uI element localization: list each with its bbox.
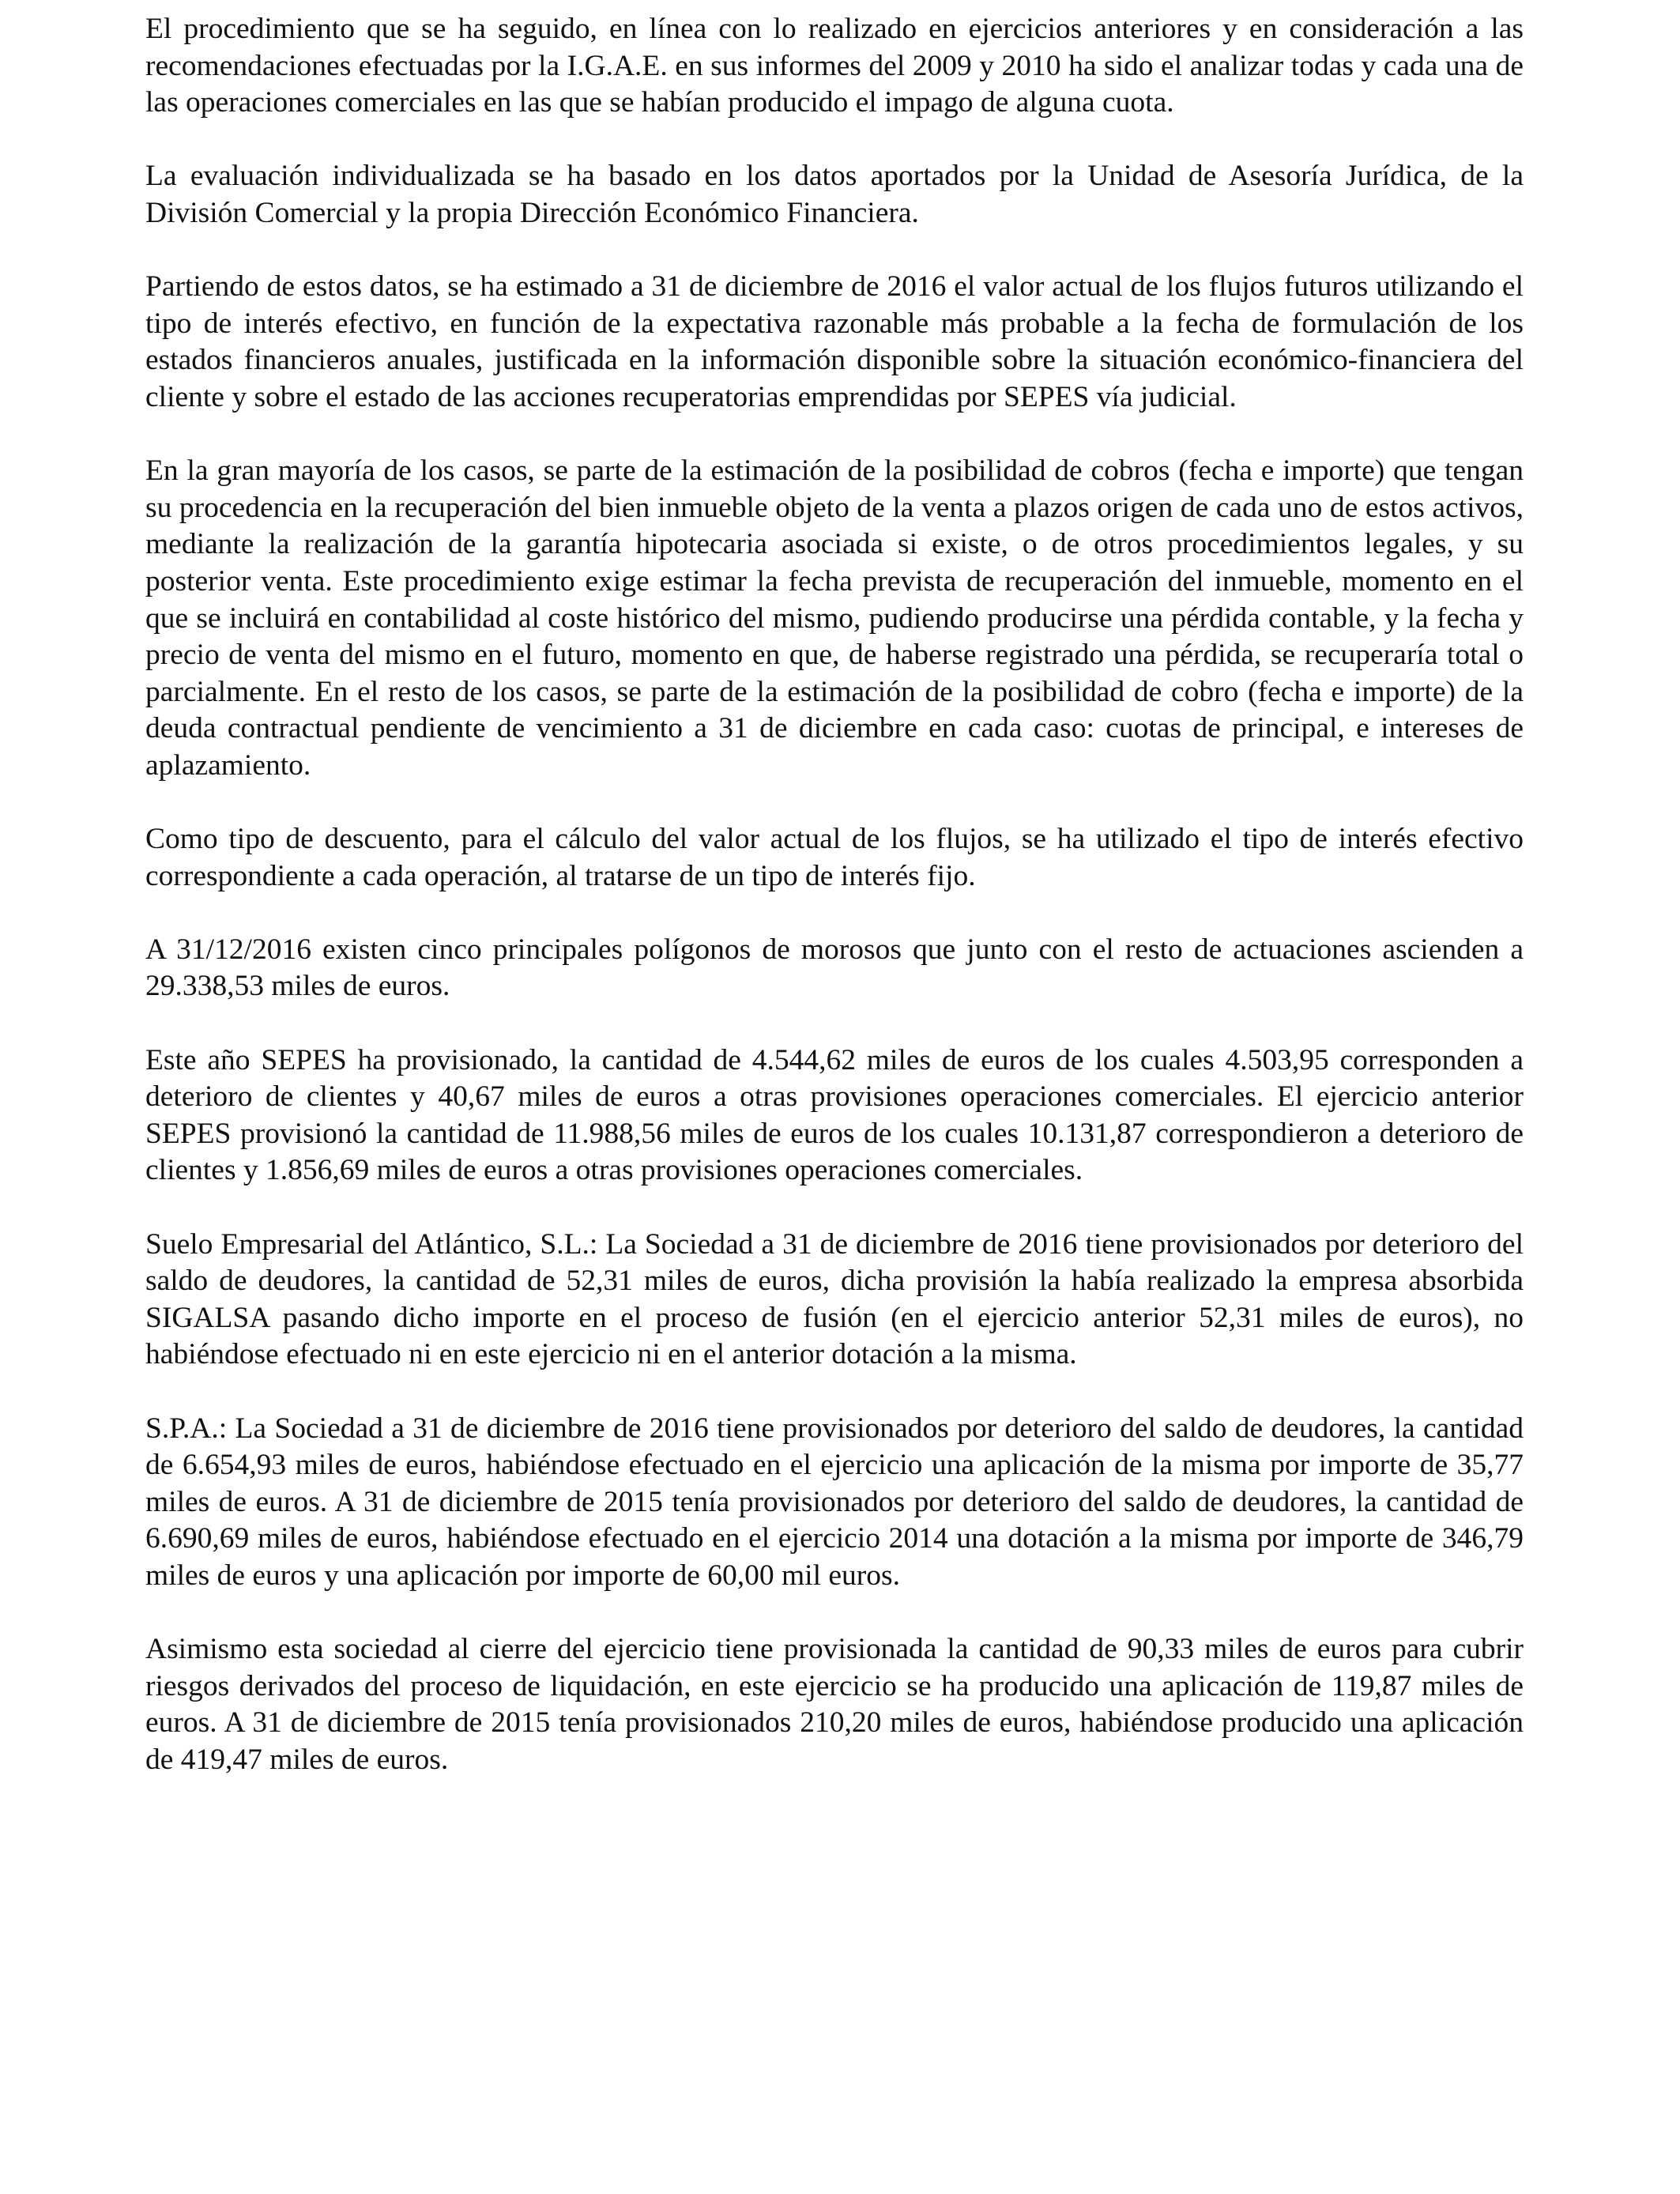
paragraph-evaluation-sources: La evaluación individualizada se ha basado en los datos aportados por la Unidad de Asesoría Jurídica, de la División Comercial y la propia Dirección Económico Financiera.: [145, 160, 1524, 229]
paragraph-sepes-provisions: Este año SEPES ha provisionado, la cantidad de 4.544,62 miles de euros de los cuales 4.503,95 corresponden a deterioro de clientes y 40,67 miles de euros a otras provisiones operaciones comerciales. El ejercicio anterior SEPES provisionó la cantidad de 11.988,56 miles de euros de los cuales 10.131,87 correspondieron a deterioro de clientes y 1.856,69 miles de euros a otras provisiones operaciones comerciales.: [145, 1043, 1524, 1187]
paragraph-discount-rate: Como tipo de descuento, para el cálculo del valor actual de los flujos, se ha utilizado el tipo de interés efectivo correspondiente a cada operación, al tratarse de un tipo de interés fijo.: [145, 823, 1524, 892]
paragraph-spa-provisions: S.P.A.: La Sociedad a 31 de diciembre de 2016 tiene provisionados por deterioro del saldo de deudores, la cantidad de 6.654,93 miles de euros, habiéndose efectuado en el ejercicio una aplicación de la misma por importe de 35,77 miles de euros. A 31 de diciembre de 2015 tenía provisionados por deterioro del saldo de deudores, la cantidad de 6.690,69 miles de euros, habiéndose efectuado en el ejercicio 2014 una dotación a la misma por importe de 346,79 miles de euros y una aplicación por importe de 60,00 mil euros.: [145, 1412, 1524, 1592]
paragraph-defaulting-estates: A 31/12/2016 existen cinco principales polígonos de morosos que junto con el resto de actuaciones ascienden a 29.338,53 miles de euros.: [145, 933, 1524, 1003]
paragraph-liquidation-risks: Asimismo esta sociedad al cierre del ejercicio tiene provisionada la cantidad de 90,33 miles de euros para cubrir riesgos derivados del proceso de liquidación, en este ejercicio se ha producido una aplicación de 119,87 miles de euros. A 31 de diciembre de 2015 tenía provisionados 210,20 miles de euros, habiéndose producido una aplicación de 419,47 miles de euros.: [145, 1633, 1524, 1776]
document-page: [145, 11, 1524, 1815]
paragraph-suelo-empresarial: Suelo Empresarial del Atlántico, S.L.: La Sociedad a 31 de diciembre de 2016 tiene provisionados por deterioro del saldo de deudores, la cantidad de 52,31 miles de euros, dicha provisión la había realizado la empresa absorbida SIGALSA pasando dicho importe en el proceso de fusión (en el ejercicio anterior 52,31 miles de euros), no habiéndose efectuado ni en este ejercicio ni en el anterior dotación a la misma.: [145, 1227, 1524, 1371]
paragraph-collection-estimation: En la gran mayoría de los casos, se parte de la estimación de la posibilidad de cobros (fecha e importe) que tengan su procedencia en la recuperación del bien inmueble objeto de la venta a plazos origen de cada uno de estos activos, mediante la realización de la garantía hipotecaria asociada si existe, o de otros procedimientos legales, y su posterior venta. Este procedimiento exige estimar la fecha prevista de recuperación del inmueble, momento en el que se incluirá en contabilidad al coste histórico del mismo, pudiendo producirse una pérdida contable, y la fecha y precio de venta del mismo en el futuro, momento en que, de haberse registrado una pérdida, se recuperaría total o parcialmente. En el resto de los casos, se parte de la estimación de la posibilidad de cobro (fecha e importe) de la deuda contractual pendiente de vencimiento a 31 de diciembre en cada caso: cuotas de principal, e intereses de aplazamiento.: [145, 454, 1524, 782]
paragraph-methodology: El procedimiento que se ha seguido, en línea con lo realizado en ejercicios anteriores y en consideración a las recomendaciones efectuadas por la I.G.A.E. en sus informes del 2009 y 2010 ha sido el analizar todas y cada una de las operaciones comerciales en las que se habían producido el impago de alguna cuota.: [145, 13, 1524, 119]
paragraph-future-flows-estimate: Partiendo de estos datos, se ha estimado a 31 de diciembre de 2016 el valor actual de los flujos futuros utilizando el tipo de interés efectivo, en función de la expectativa razonable más probable a la fecha de formulación de los estados financieros anuales, justificada en la información disponible sobre la situación económico-financiera del cliente y sobre el estado de las acciones recuperatorias emprendidas por SEPES vía judicial.: [145, 270, 1524, 413]
